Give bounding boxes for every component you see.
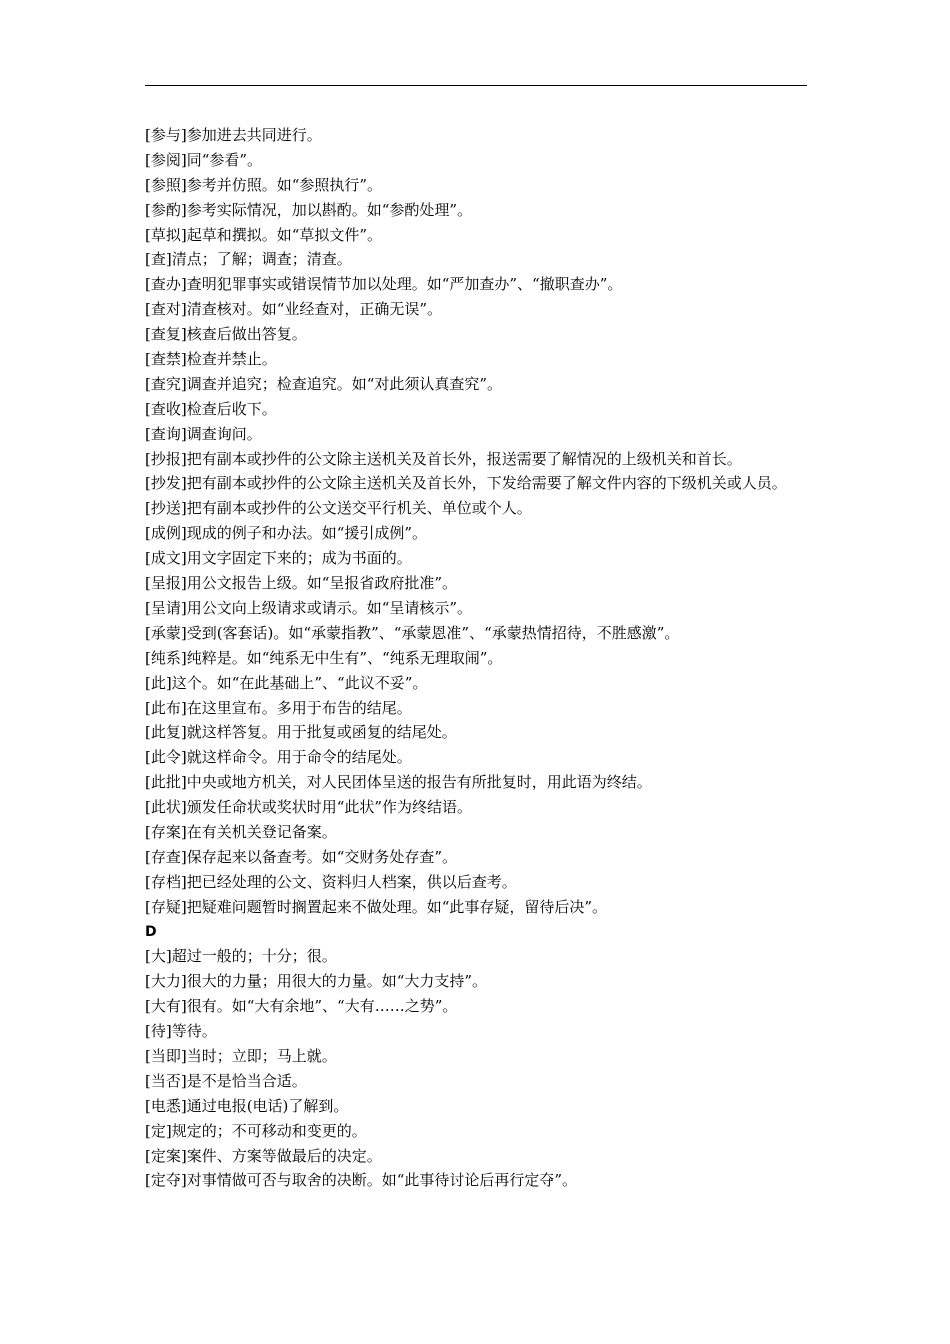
section-heading: D [145,923,157,940]
glossary-entry: [查办]查明犯罪事实或错误情节加以处理。如“严加查办”、“撤职查办”。 [145,275,623,294]
glossary-entry: [抄报]把有副本或抄件的公文除主送机关及首长外，报送需要了解情况的上级机关和首长。 [145,449,742,468]
glossary-entry: [存档]把已经处理的公文、资料归人档案，供以后查考。 [145,872,517,891]
glossary-entry: [查禁]检查并禁止。 [145,350,277,369]
glossary-entry: [成文]用文字固定下来的；成为书面的。 [145,549,412,568]
glossary-entry: [当即]当时；立即；马上就。 [145,1046,337,1065]
glossary-entry: [查询]调查询问。 [145,424,262,443]
glossary-entry: [当否]是不是恰当合适。 [145,1071,307,1090]
glossary-entry: [定夺]对事情做可否与取舍的决断。如“此事待讨论后再行定夺”。 [145,1171,578,1190]
glossary-entry: [参酌]参考实际情况，加以斟酌。如“参酌处理”。 [145,200,473,219]
glossary-entry: [呈请]用公文向上级请求或请示。如“呈请核示”。 [145,598,473,617]
glossary-entry: [查复]核查后做出答复。 [145,325,307,344]
glossary-entry: [此]这个。如“在此基础上”、“此议不妥”。 [145,673,428,692]
glossary-entry-chaofa: [抄发]把有副本或抄件的公文除主送机关及首长外，下发给需要了解文件内容的下级机关或人员。 [145,474,787,493]
glossary-entry: [参与]参加进去共同进行。 [145,126,322,144]
glossary-entry: [此令]就这样命令。用于命令的结尾处。 [145,748,412,767]
glossary-entry: [存疑]把疑难问题暂时搁置起来不做处理。如“此事存疑，留待后决”。 [145,897,608,916]
entries-group-1 [145,123,811,471]
glossary-entry: [参照]参考并仿照。如“参照执行”。 [145,175,383,194]
glossary-entry: [定案]案件、方案等做最后的决定。 [145,1146,382,1165]
glossary-entry: [此批]中央或地方机关，对人民团体呈送的报告有所批复时，用此语为终结。 [145,773,652,792]
entries-group-3 [145,944,811,1193]
glossary-entry: [此布]在这里宣布。多用于布告的结尾。 [145,698,412,717]
glossary-entry: [承蒙]受到(客套话)。如“承蒙指教”、“承蒙恩准”、“承蒙热情招待，不胜感激”。 [145,623,680,642]
glossary-entry: [待]等待。 [145,1022,217,1041]
glossary-entry: [呈报]用公文报告上级。如“呈报省政府批准”。 [145,574,458,593]
glossary-entry: [存查]保存起来以备查考。如“交财务处存查”。 [145,847,458,866]
glossary-entry: [大]超过一般的；十分；很。 [145,947,337,966]
glossary-entry: [查]清点；了解；调查；清查。 [145,250,352,269]
entries-group-2 [145,496,811,919]
glossary-content [145,123,811,1193]
glossary-entry: [定]规定的；不可移动和变更的。 [145,1121,367,1140]
glossary-entry: [大力]很大的力量；用很大的力量。如“大力支持”。 [145,972,488,991]
glossary-entry: [草拟]起草和撰拟。如“草拟文件”。 [145,225,383,244]
glossary-entry: [电悉]通过电报(电话)了解到。 [145,1096,349,1115]
glossary-entry: [纯系]纯粹是。如“纯系无中生有”、“纯系无理取闹”。 [145,648,503,667]
glossary-entry: [查究]调查并追究；检查追究。如“对此须认真查究”。 [145,374,503,393]
glossary-entry: [查对]清查核对。如“业经查对，正确无误”。 [145,300,443,319]
glossary-entry: [存案]在有关机关登记备案。 [145,822,337,841]
glossary-entry: [抄送]把有副本或抄件的公文送交平行机关、单位或个人。 [145,499,532,518]
header-rule [145,85,807,86]
glossary-entry: [大有]很有。如“大有余地”、“大有……之势”。 [145,997,458,1016]
glossary-entry: [参阅]同“参看”。 [145,150,263,169]
glossary-entry: [此状]颁发任命状或奖状时用“此状”作为终结语。 [145,798,473,817]
glossary-entry: [此复]就这样答复。用于批复或函复的结尾处。 [145,723,457,742]
glossary-entry: [成例]现成的例子和办法。如“援引成例”。 [145,524,428,543]
glossary-entry: [查收]检查后收下。 [145,399,277,418]
